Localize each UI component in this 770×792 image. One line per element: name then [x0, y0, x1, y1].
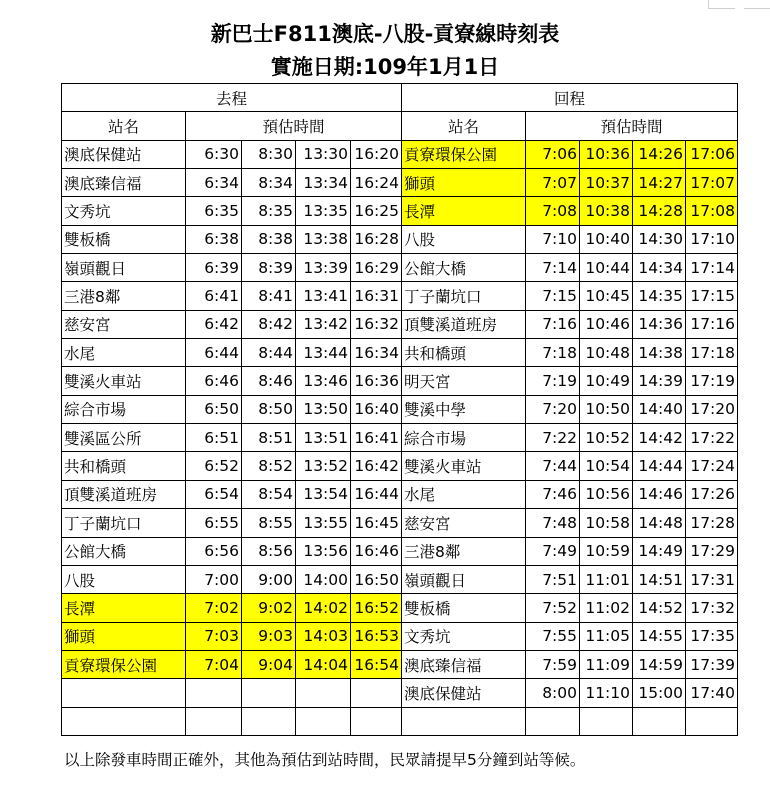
outbound-time: 13:44: [296, 339, 351, 367]
outbound-station: 水尾: [62, 339, 186, 367]
outbound-time: 8:30: [242, 140, 296, 168]
outbound-time: 16:53: [351, 622, 402, 650]
inbound-time: 17:14: [686, 254, 738, 282]
inbound-time: 7:55: [526, 622, 580, 650]
outbound-header: 去程: [62, 84, 402, 112]
inbound-time: 10:48: [580, 339, 633, 367]
outbound-station: 雙板橋: [62, 225, 186, 253]
inbound-time: 14:38: [633, 339, 686, 367]
outbound-time: 7:03: [186, 622, 242, 650]
inbound-time: 14:27: [633, 169, 686, 197]
inbound-time: 10:54: [580, 452, 633, 480]
outbound-station: 三港8鄰: [62, 282, 186, 310]
outbound-time: 6:54: [186, 480, 242, 508]
direction-header-row: [62, 84, 738, 112]
inbound-time: 17:39: [686, 650, 738, 678]
inbound-time: 17:19: [686, 367, 738, 395]
table-row: [62, 707, 738, 735]
outbound-station: [62, 707, 186, 735]
outbound-time: [351, 707, 402, 735]
inbound-station: 公館大橋: [402, 254, 526, 282]
outbound-time: 13:41: [296, 282, 351, 310]
outbound-time: 6:30: [186, 140, 242, 168]
inbound-station: 嶺頭觀日: [402, 565, 526, 593]
inbound-station: 頂雙溪道班房: [402, 310, 526, 338]
inbound-time: 10:40: [580, 225, 633, 253]
inbound-station: 文秀坑: [402, 622, 526, 650]
inbound-time: 17:32: [686, 594, 738, 622]
outbound-station: 長潭: [62, 594, 186, 622]
outbound-time: 16:42: [351, 452, 402, 480]
footnote: 以上除發車時間正確外，其他為預估到站時間，民眾請提早5分鐘到站等候。: [64, 751, 586, 769]
inbound-time: 14:28: [633, 197, 686, 225]
outbound-station: [62, 679, 186, 707]
outbound-time: 6:35: [186, 197, 242, 225]
inbound-time: 17:35: [686, 622, 738, 650]
outbound-station: 頂雙溪道班房: [62, 480, 186, 508]
outbound-time: 13:35: [296, 197, 351, 225]
table-row: [62, 424, 738, 452]
inbound-station: 雙溪火車站: [402, 452, 526, 480]
page-corner-mark: [708, 0, 735, 9]
outbound-time: 6:34: [186, 169, 242, 197]
inbound-station: 八股: [402, 225, 526, 253]
inbound-time: 7:20: [526, 395, 580, 423]
outbound-time: 16:28: [351, 225, 402, 253]
outbound-time: 13:42: [296, 310, 351, 338]
outbound-time: 16:52: [351, 594, 402, 622]
inbound-time: 7:14: [526, 254, 580, 282]
outbound-time: 16:44: [351, 480, 402, 508]
outbound-time: 8:35: [242, 197, 296, 225]
inbound-time: 14:49: [633, 537, 686, 565]
outbound-time-header: 預估時間: [186, 112, 402, 140]
outbound-time: 13:38: [296, 225, 351, 253]
inbound-time: 15:00: [633, 679, 686, 707]
inbound-station: 貢寮環保公園: [402, 140, 526, 168]
inbound-time: 14:39: [633, 367, 686, 395]
inbound-time: 17:06: [686, 140, 738, 168]
inbound-time: 7:51: [526, 565, 580, 593]
outbound-time: 9:04: [242, 650, 296, 678]
inbound-time: 17:07: [686, 169, 738, 197]
inbound-time: 7:15: [526, 282, 580, 310]
inbound-time: 14:46: [633, 480, 686, 508]
inbound-time: 17:10: [686, 225, 738, 253]
inbound-time: 14:34: [633, 254, 686, 282]
inbound-time: 10:52: [580, 424, 633, 452]
outbound-time: [351, 679, 402, 707]
outbound-station: 共和橋頭: [62, 452, 186, 480]
inbound-time: 14:59: [633, 650, 686, 678]
outbound-time: 13:55: [296, 509, 351, 537]
outbound-time: 7:04: [186, 650, 242, 678]
outbound-time: 16:45: [351, 509, 402, 537]
inbound-time: 7:16: [526, 310, 580, 338]
outbound-time: 16:29: [351, 254, 402, 282]
outbound-station: 慈安宮: [62, 310, 186, 338]
inbound-station: 丁子蘭坑口: [402, 282, 526, 310]
outbound-station: 八股: [62, 565, 186, 593]
outbound-time: 6:51: [186, 424, 242, 452]
inbound-time: [526, 707, 580, 735]
outbound-time: 16:24: [351, 169, 402, 197]
table-row: [62, 254, 738, 282]
outbound-time: 16:41: [351, 424, 402, 452]
outbound-time: 8:51: [242, 424, 296, 452]
outbound-time: [242, 679, 296, 707]
inbound-time: 11:02: [580, 594, 633, 622]
inbound-station: 共和橋頭: [402, 339, 526, 367]
inbound-time: 14:51: [633, 565, 686, 593]
inbound-time: 17:31: [686, 565, 738, 593]
outbound-time: 14:02: [296, 594, 351, 622]
outbound-time: 8:55: [242, 509, 296, 537]
inbound-time: 17:28: [686, 509, 738, 537]
inbound-time: 14:52: [633, 594, 686, 622]
inbound-time: 7:46: [526, 480, 580, 508]
effective-date: 實施日期:109年1月1日: [270, 55, 500, 79]
inbound-time: 17:29: [686, 537, 738, 565]
table-row: [62, 650, 738, 678]
table-row: [62, 480, 738, 508]
outbound-time: 16:31: [351, 282, 402, 310]
table-row: [62, 140, 738, 168]
outbound-time: 8:46: [242, 367, 296, 395]
inbound-station-header: 站名: [402, 112, 526, 140]
outbound-time: 13:39: [296, 254, 351, 282]
inbound-station: 澳底臻信福: [402, 650, 526, 678]
outbound-time: 8:56: [242, 537, 296, 565]
inbound-time: 10:44: [580, 254, 633, 282]
outbound-station: 澳底臻信福: [62, 169, 186, 197]
outbound-time: 13:30: [296, 140, 351, 168]
page-title: 新巴士F811澳底-八股-貢寮線時刻表: [210, 22, 560, 46]
inbound-time: 10:50: [580, 395, 633, 423]
inbound-station: 雙板橋: [402, 594, 526, 622]
inbound-time: 17:20: [686, 395, 738, 423]
table-row: [62, 679, 738, 707]
inbound-time: 11:10: [580, 679, 633, 707]
outbound-station: 公館大橋: [62, 537, 186, 565]
inbound-time: 7:52: [526, 594, 580, 622]
inbound-time: 10:58: [580, 509, 633, 537]
inbound-time: 17:26: [686, 480, 738, 508]
inbound-station: 三港8鄰: [402, 537, 526, 565]
inbound-time: 7:44: [526, 452, 580, 480]
outbound-time: 16:46: [351, 537, 402, 565]
inbound-time: 7:07: [526, 169, 580, 197]
inbound-time: 10:56: [580, 480, 633, 508]
inbound-time: 7:48: [526, 509, 580, 537]
outbound-time: 8:42: [242, 310, 296, 338]
inbound-time: 14:36: [633, 310, 686, 338]
outbound-time: 16:20: [351, 140, 402, 168]
outbound-time: 6:56: [186, 537, 242, 565]
table-row: [62, 310, 738, 338]
inbound-station: 水尾: [402, 480, 526, 508]
inbound-time: 17:40: [686, 679, 738, 707]
inbound-time: 14:40: [633, 395, 686, 423]
outbound-station: 雙溪區公所: [62, 424, 186, 452]
table-row: [62, 594, 738, 622]
table-row: [62, 622, 738, 650]
outbound-time: 8:41: [242, 282, 296, 310]
inbound-time: 8:00: [526, 679, 580, 707]
outbound-time: 8:34: [242, 169, 296, 197]
outbound-time: 13:51: [296, 424, 351, 452]
outbound-time: 13:54: [296, 480, 351, 508]
outbound-time: 6:55: [186, 509, 242, 537]
inbound-time: 7:22: [526, 424, 580, 452]
outbound-time: 16:40: [351, 395, 402, 423]
inbound-time: 17:15: [686, 282, 738, 310]
inbound-station: 雙溪中學: [402, 395, 526, 423]
inbound-time: 17:22: [686, 424, 738, 452]
outbound-time: 8:52: [242, 452, 296, 480]
outbound-time: [296, 707, 351, 735]
outbound-time: 16:54: [351, 650, 402, 678]
outbound-time: 8:39: [242, 254, 296, 282]
inbound-time: 10:49: [580, 367, 633, 395]
inbound-station: 明天宮: [402, 367, 526, 395]
inbound-time: 7:08: [526, 197, 580, 225]
inbound-time: 17:18: [686, 339, 738, 367]
table-row: [62, 452, 738, 480]
inbound-time: 14:35: [633, 282, 686, 310]
outbound-time: 8:54: [242, 480, 296, 508]
outbound-time: 13:56: [296, 537, 351, 565]
outbound-station: 丁子蘭坑口: [62, 509, 186, 537]
outbound-time: 9:02: [242, 594, 296, 622]
inbound-time: 17:16: [686, 310, 738, 338]
inbound-time: 14:44: [633, 452, 686, 480]
inbound-time: [686, 707, 738, 735]
inbound-time: 10:36: [580, 140, 633, 168]
inbound-time: 10:38: [580, 197, 633, 225]
inbound-time: 10:45: [580, 282, 633, 310]
outbound-station: 獅頭: [62, 622, 186, 650]
outbound-time: [186, 707, 242, 735]
outbound-time: [296, 679, 351, 707]
table-row: [62, 367, 738, 395]
timetable: [61, 83, 738, 736]
inbound-station: 澳底保健站: [402, 679, 526, 707]
table-row: [62, 197, 738, 225]
outbound-time: 6:50: [186, 395, 242, 423]
inbound-time: [580, 707, 633, 735]
outbound-time: 6:52: [186, 452, 242, 480]
outbound-time: [242, 707, 296, 735]
outbound-time: 16:34: [351, 339, 402, 367]
inbound-time: 7:06: [526, 140, 580, 168]
outbound-station: 嶺頭觀日: [62, 254, 186, 282]
table-row: [62, 537, 738, 565]
inbound-time: 14:30: [633, 225, 686, 253]
inbound-time: 10:37: [580, 169, 633, 197]
outbound-time: [186, 679, 242, 707]
outbound-time: 6:46: [186, 367, 242, 395]
outbound-time: 6:41: [186, 282, 242, 310]
inbound-time: [633, 707, 686, 735]
inbound-time: 10:46: [580, 310, 633, 338]
outbound-time: 7:00: [186, 565, 242, 593]
outbound-time: 13:46: [296, 367, 351, 395]
outbound-time: 9:03: [242, 622, 296, 650]
outbound-time: 6:44: [186, 339, 242, 367]
inbound-station: [402, 707, 526, 735]
outbound-station-header: 站名: [62, 112, 186, 140]
table-row: [62, 395, 738, 423]
inbound-time: 11:01: [580, 565, 633, 593]
inbound-time: 7:18: [526, 339, 580, 367]
inbound-time: 14:48: [633, 509, 686, 537]
inbound-header: 回程: [402, 84, 738, 112]
outbound-time: 6:42: [186, 310, 242, 338]
outbound-time: 13:34: [296, 169, 351, 197]
inbound-time: 7:19: [526, 367, 580, 395]
outbound-time: 14:04: [296, 650, 351, 678]
inbound-time: 17:24: [686, 452, 738, 480]
outbound-time: 8:50: [242, 395, 296, 423]
outbound-time: 16:50: [351, 565, 402, 593]
outbound-time: 16:32: [351, 310, 402, 338]
inbound-time: 14:55: [633, 622, 686, 650]
table-row: [62, 169, 738, 197]
outbound-time: 6:38: [186, 225, 242, 253]
outbound-station: 雙溪火車站: [62, 367, 186, 395]
table-row: [62, 339, 738, 367]
inbound-time: 7:49: [526, 537, 580, 565]
inbound-time-header: 預估時間: [526, 112, 738, 140]
page-corner-mark: [744, 0, 770, 9]
table-row: [62, 282, 738, 310]
outbound-time: 14:00: [296, 565, 351, 593]
outbound-time: 9:00: [242, 565, 296, 593]
outbound-time: 14:03: [296, 622, 351, 650]
inbound-time: 7:59: [526, 650, 580, 678]
inbound-time: 14:26: [633, 140, 686, 168]
outbound-time: 13:52: [296, 452, 351, 480]
table-row: [62, 565, 738, 593]
outbound-station: 文秀坑: [62, 197, 186, 225]
outbound-time: 8:44: [242, 339, 296, 367]
outbound-time: 16:36: [351, 367, 402, 395]
outbound-station: 綜合市場: [62, 395, 186, 423]
outbound-time: 8:38: [242, 225, 296, 253]
outbound-time: 16:25: [351, 197, 402, 225]
outbound-station: 貢寮環保公園: [62, 650, 186, 678]
inbound-station: 慈安宮: [402, 509, 526, 537]
inbound-time: 10:59: [580, 537, 633, 565]
outbound-time: 6:39: [186, 254, 242, 282]
inbound-time: 11:09: [580, 650, 633, 678]
outbound-time: 13:50: [296, 395, 351, 423]
outbound-station: 澳底保健站: [62, 140, 186, 168]
column-header-row: [62, 112, 738, 140]
table-row: [62, 225, 738, 253]
inbound-time: 14:42: [633, 424, 686, 452]
inbound-station: 綜合市場: [402, 424, 526, 452]
inbound-time: 7:10: [526, 225, 580, 253]
inbound-time: 11:05: [580, 622, 633, 650]
inbound-station: 長潭: [402, 197, 526, 225]
table-row: [62, 509, 738, 537]
inbound-time: 17:08: [686, 197, 738, 225]
inbound-station: 獅頭: [402, 169, 526, 197]
outbound-time: 7:02: [186, 594, 242, 622]
